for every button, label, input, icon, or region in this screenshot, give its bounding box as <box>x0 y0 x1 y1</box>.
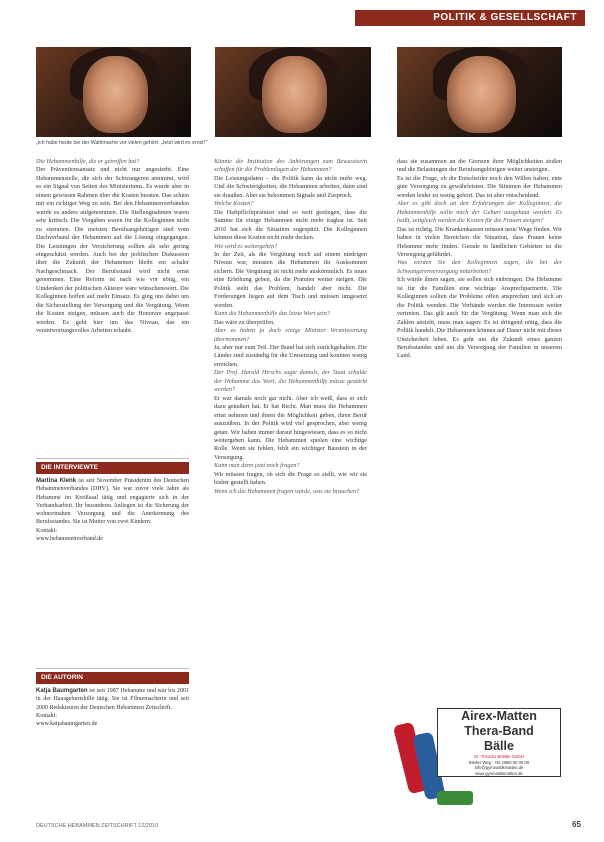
column-1 <box>36 158 189 336</box>
ad-url: www.gymnastikmatten.de <box>475 770 523 776</box>
interviewee-heading: DIE INTERVIEWTE <box>36 462 189 474</box>
interview-answer: Das ist richtig. Die Krankenkassen müssen neue Wege finden. Wir haben in vielen Bereichen die Situation, dass Frauen keine Hebamme mehr finden. Gerade in ländlichen Gebieten ist die Versorgung gefährdet. <box>397 225 562 258</box>
interview-question: Was werden Sie den Kolleginnen sagen, die bei der Schwangerenversorgung mitarbeiten? <box>397 259 562 275</box>
ad-line-3: Bälle <box>484 739 514 753</box>
interview-answer: Der Präventionsansatz und nicht nur angestrebt. Eine Hebammenstelle, die sich der Schwangeren annimmt, wird so ein Signal von Seiten des Ministeriums. Es wurde aber in einem gewissen Rahmen über die Kosten beraten. Das schien mir ein richtiger Weg zu sein. Bei den Hebammenverbänden wurde es anders aufgenommen. Die Stellungnahmen waren sehr kritisch. Die Vorgaben waren für die Kolleginnen nicht zu stemmen. Die meisten Berufsangehörigen sind vom Dachverband der Hebammen auf die Lösung eingegangen. Die Leistungen der Versicherung sollten als sehr gering eingeschätzt werden. Auch bei der politischen Diskussion über die Zukunft der Hebammen bleibt ein schaler Nachgeschmack. Der Berufsstand wird nicht ernst genommen. Eine Reform ist nach wie vor nötig, ein Umdenken der politischen Akteure wäre wünschenswert. Die Kolleginnen hoffen auf mehr Einsatz. Es ging uns dabei um die Sicherstellung der Versorgung und die Vergütung. Wenn die Kosten steigen, müssen auch die Honorare angepasst werden. Es geht hier um das Niveau, das ein verantwortungsvolles Arbeiten erlaubt. <box>36 166 189 335</box>
green-ball <box>437 791 473 805</box>
ad-email: info@gymnastikmatten.de <box>474 765 524 770</box>
interviewee-contact: Kontakt: <box>36 527 57 534</box>
ad-line-2: Thera-Band <box>464 724 534 738</box>
interview-answer: Wir müssen fragen, ob sich die Frage so stellt, wie wir sie bisher gestellt haben. <box>214 470 367 487</box>
author-url[interactable]: www.katjabaumgarten.de <box>36 721 98 728</box>
interview-answer: Die Leistungsdaten – die Politik kann da nicht mehr weg. Und die Schwierigkeiten, die Hebammen arbeiten, dann sind sie draußen. Aber sie bekommen Signale und Zuspruch. <box>214 174 367 199</box>
interview-answer: Ja, aber nur zum Teil. Der Bund hat sich zurückgehalten. Die Länder sind zuständig für die Umsetzung und konnten wenig erreichen. <box>214 343 367 368</box>
interview-answer: Die Haftpflichtprämien sind so weit gestiegen, dass die Summe für einige Hebammen nicht mehr tragbar ist. Seit 2010 hat sich die Situation zugespitzt. Die Kolleginnen können diese Kosten nicht mehr decken. <box>214 208 367 242</box>
page-number: 65 <box>572 820 581 829</box>
author-heading: DIE AUTORIN <box>36 672 189 684</box>
photo-right <box>397 47 562 137</box>
interview-answer: Das wäre zu überprüfen. <box>214 318 275 326</box>
interview-question: Aber es haben ja doch einige Minister Verantwortung übernommen? <box>214 327 367 343</box>
advertisement[interactable] <box>397 705 562 809</box>
interview-answer: Er war damals noch gar nicht. Aber ich weiß, dass er sich dazu geäußert hat. Er hat Recht. Man muss die Hebammen ernst nehmen und ihnen die Möglichkeit geben, ihren Beruf auszuüben. In der Politik wird viel gesprochen, aber wenig getan. Wir haben immer darauf hingewiesen, dass es so nicht weitergehen kann. Die Hebammen spielen eine wichtige Rolle. Wenn sie fehlen, fehlt ein wichtiger Baustein in der Versorgung. <box>214 394 367 461</box>
photo-caption: „Ich habe heute bei der Wahlmache vor vielen gehört: ‚Jetzt wird es ernst!‘“ <box>36 140 208 146</box>
interview-question: Kann die Hebammenhilfe das letzte Wort sein? <box>214 310 330 318</box>
ad-address: Breiter Weg · Tel. 0800 00 00 00 <box>468 759 530 765</box>
footer-publication: DEUTSCHE HEBAMMEN ZEITSCHRIFT 12/2010 <box>36 823 159 829</box>
interviewee-url[interactable]: www.hebammenverband.de <box>36 536 103 543</box>
interview-question: Der Prof. Harald Hirschs sagte damals, der Staat schulde der Hebamme das Wort, die Hebammenhilfe müsse gestärkt werden? <box>214 369 367 394</box>
author-name: Katja Baumgarten <box>36 688 88 694</box>
ad-company: Dr. Theodor Brüstle GmbH <box>474 754 524 759</box>
interview-question: Welche Kosten? <box>214 200 254 208</box>
author-text: ist seit 1987 Hebamme und war bis 2001 in der Hausgeburtshilfe tätig. Sie ist Filmemacherin und seit 2000 Redakteurin der Deutschen Hebammen Zeitschrift. <box>36 688 189 711</box>
interview-question: Aber es gibt doch an den Erfahrungen der Kolleginnen, die Hebammenhilfe sollte nach der Geburt ausgebaut werden. Es heißt, zeitgleich werden die Kosten für die Frauen steigen? <box>397 200 562 225</box>
interviewee-text: ist seit November Präsidentin des Deutschen Hebammenverbandes (DHV). Sie war zuvor viele Jahre als Hebamme im Kreißsaal tätig und engagierte sich in der Verbandsarbeit. Ihr besonderes Anliegen ist die Sicherung der wohnortnahen Versorgung und die Anerkennung des Berufsstandes. Sie ist Mutter von zwei Kindern. <box>36 478 189 526</box>
interview-answer: dass sie zusammen an die Grenzen ihrer Möglichkeiten stoßen und die Belastungen der Berufsangehörigen weiter ansteigen. <box>397 158 562 174</box>
interview-question: Die Hebammenhilfe, die er getroffen hat? <box>36 158 140 165</box>
interview-answer: Es ist die Frage, ob die Entscheider noch den Willen haben, eine gute Versorgung zu gewährleisten. Die Stimmen der Hebammen werden leider zu wenig gehört. Das ist aber entscheidend. <box>397 174 562 199</box>
interview-question: Könnte die Institution des Anhörungen zum Bewusstsein schaffen für die Problemlagen der Hebammen? <box>214 158 367 174</box>
interview-answer: In der Zeit, als die Vergütung noch auf einem niedrigen Niveau war, mussten die Hebammen ihr Auskommen sichern. Die Vergütung ist nicht mehr auskömmlich. Es muss eine Erhöhung geben, da die Prämien weiter steigen. Die Politik sieht das Problem, handelt aber nicht. Die Forderungen liegen auf dem Tisch und müssen umgesetzt werden. <box>214 250 367 309</box>
interview-question: Kann man denn jetzt noch fragen? <box>214 462 300 470</box>
interview-answer: Ich würde ihnen sagen, sie sollen sich einbringen. Die Hebamme ist für die Familien eine wichtige Ansprechpartnerin. Die Kolleginnen sollten die Probleme offen ansprechen und sich an die Politik wenden. Die Verbände werden die Interessen weiter vertreten. Das gilt auch für die Vergütung. Wenn man sich die Zahlen ansieht, muss man sagen: Es ist dringend nötig, dass die Politik handelt. Die Hebammen können auf Dauer nicht mit dieser Unsicherheit leben. Es geht um die Zukunft eines ganzen Berufsstandes und um die Versorgung der Familien in unserem Land. <box>397 276 562 360</box>
author-box <box>36 668 189 728</box>
ad-line-1: Airex-Matten <box>461 709 537 723</box>
column-2 <box>214 158 367 496</box>
photo-middle <box>215 47 371 137</box>
section-header: POLITIK & GESELLSCHAFT <box>355 10 585 26</box>
author-contact: Kontakt: <box>36 712 57 719</box>
column-3 <box>397 158 562 361</box>
interview-question: Wenn ich die Hebammen fragen würde, was sie brauchen? <box>214 487 360 495</box>
interviewee-box <box>36 458 189 543</box>
interview-question: Wie wird es weitergehen? <box>214 242 278 250</box>
photo-left <box>36 47 191 137</box>
interviewee-name: Martina Klenk <box>36 478 77 484</box>
